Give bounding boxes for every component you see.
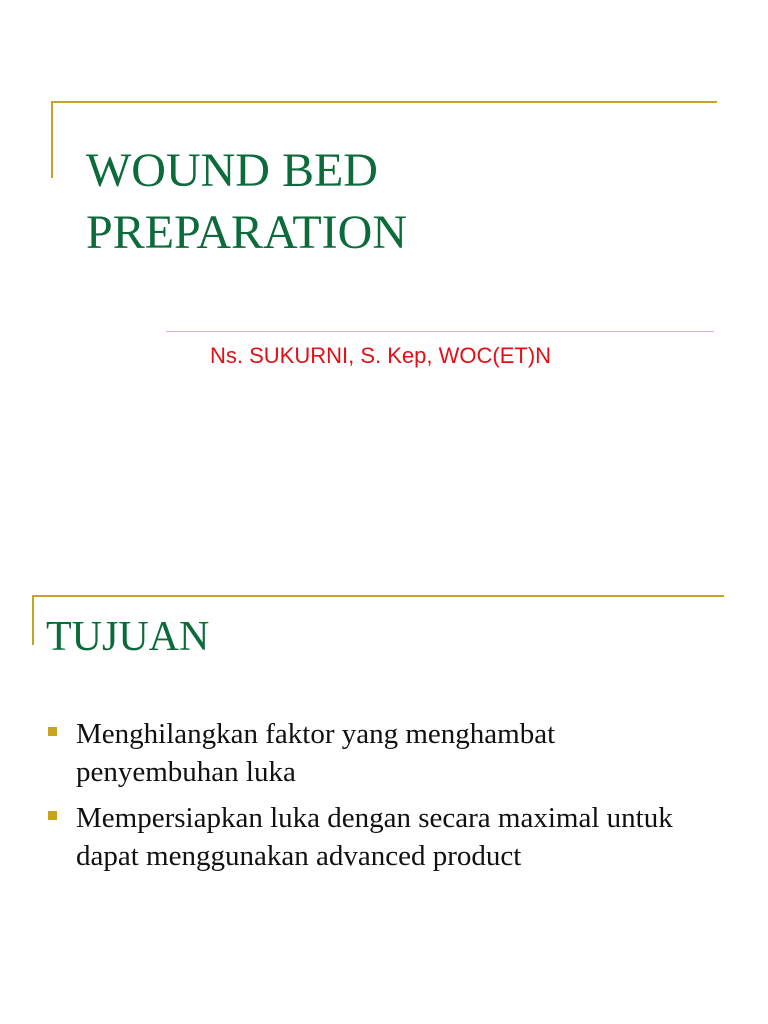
bullet-list (46, 715, 716, 883)
bullet-text: Menghilangkan faktor yang menghambat penyembuhan luka (76, 718, 556, 788)
slide-title-line-1: WOUND BED (86, 144, 378, 197)
accent-line-left (32, 595, 34, 645)
objectives-slide (0, 575, 768, 1024)
author-credit: Ns. SUKURNI, S. Kep, WOC(ET)N (210, 343, 552, 368)
accent-line-subtitle (166, 331, 714, 332)
slide-title-line-2: PREPARATION (86, 206, 407, 259)
list-item (46, 715, 716, 791)
bullet-text: Mempersiapkan luka dengan secara maximal untuk dapat menggunakan advanced product (76, 802, 673, 872)
accent-line-top (32, 595, 724, 597)
square-bullet-icon (48, 727, 57, 736)
list-item (46, 799, 716, 875)
square-bullet-icon (48, 811, 57, 820)
accent-line-top (51, 101, 717, 103)
slide-heading: TUJUAN (46, 614, 210, 660)
accent-line-left (51, 101, 53, 178)
title-slide (0, 0, 768, 500)
slide-title (86, 140, 686, 264)
